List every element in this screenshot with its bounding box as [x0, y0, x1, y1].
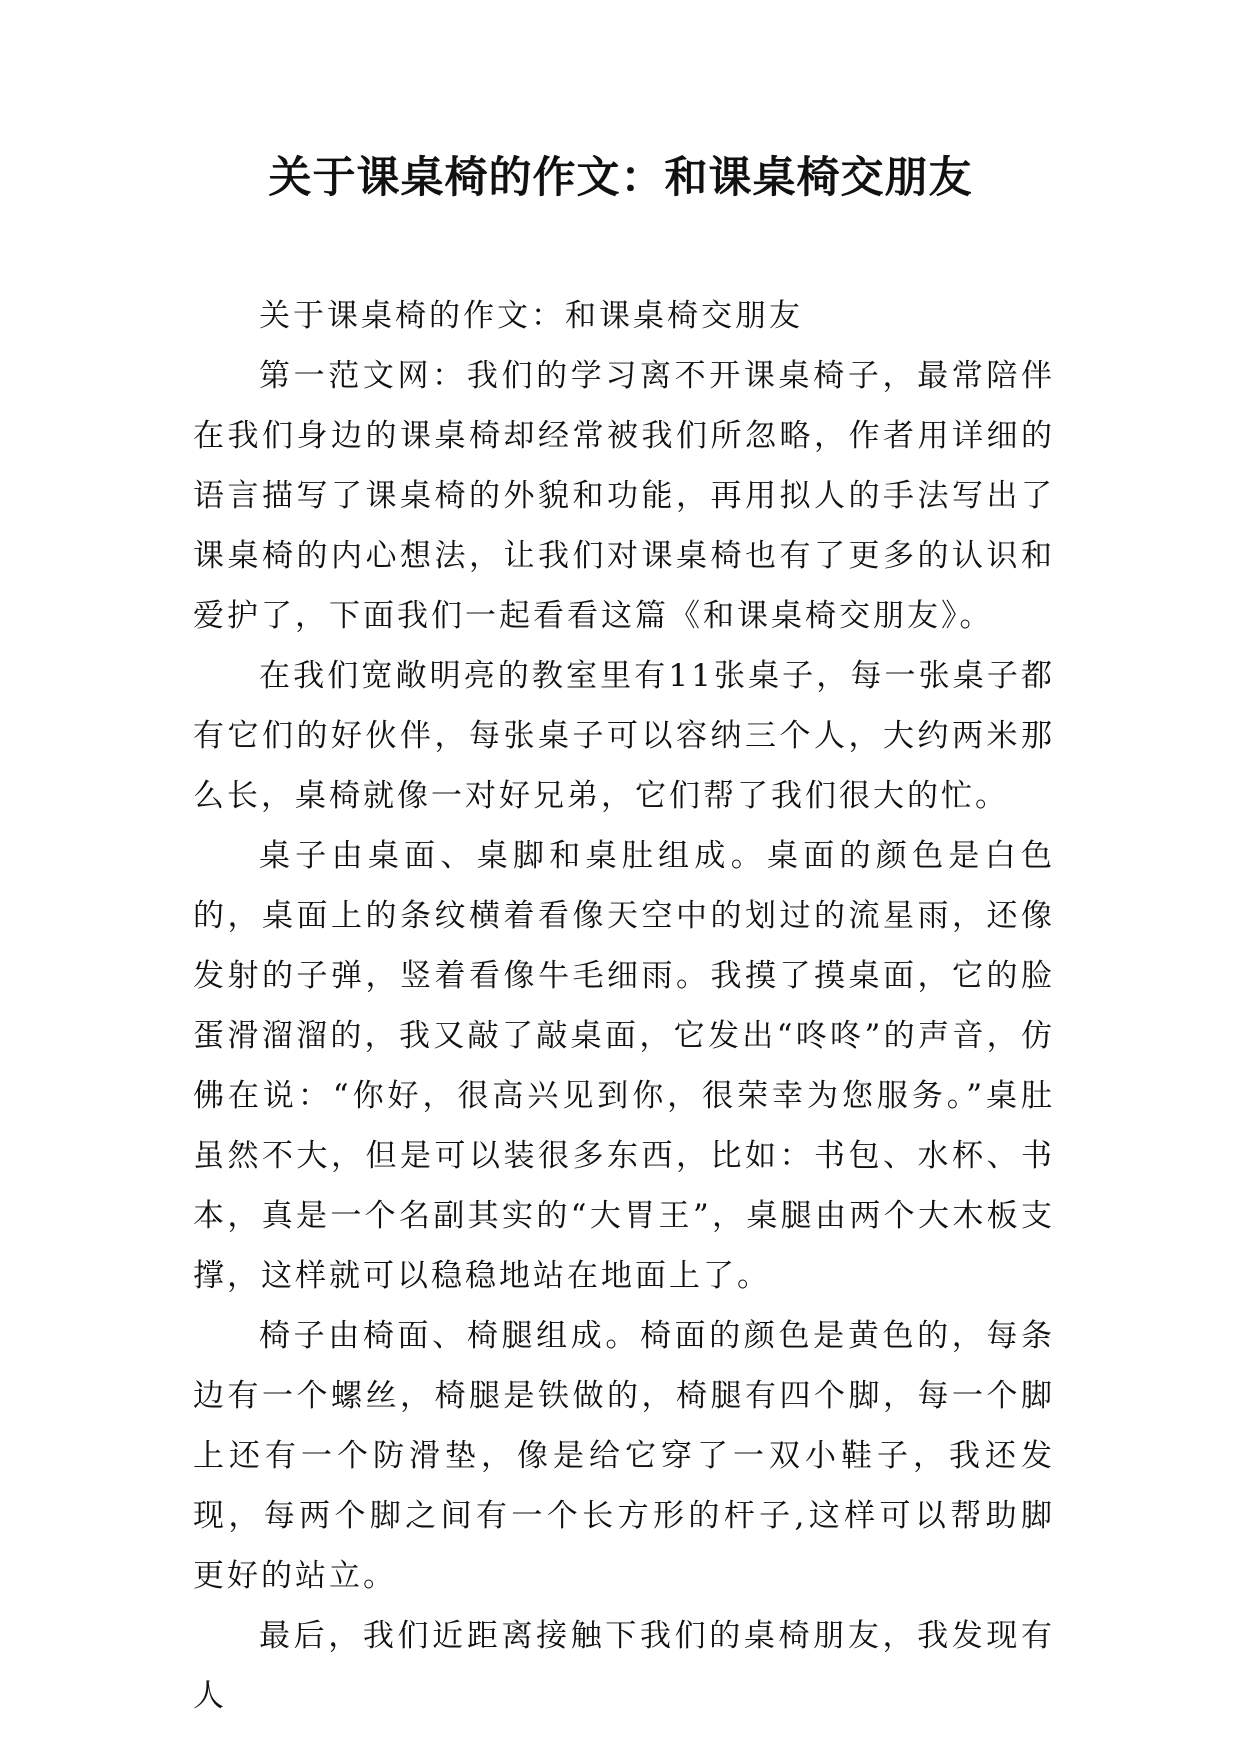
- paragraph-desk: 桌子由桌面、桌脚和桌肚组成。桌面的颜色是白色的，桌面上的条纹横着看像天空中的划过的流星雨，还像发射的子弹，竖着看像牛毛细雨。我摸了摸桌面，它的脸蛋滑溜溜的，我又敲了敲桌面，它发出“咚咚”的声音，仿佛在说：“你好，很高兴见到你，很荣幸为您服务。”桌肚虽然不大，但是可以装很多东西，比如：书包、水杯、书本，真是一个名副其实的“大胃王”，桌腿由两个大木板支撑，这样就可以稳稳地站在地面上了。: [193, 838, 1055, 1294]
- paragraph-chair: 椅子由椅面、椅腿组成。椅面的颜色是黄色的，每条边有一个螺丝，椅腿是铁做的，椅腿有四个脚，每一个脚上还有一个防滑垫，像是给它穿了一双小鞋子，我还发现，每两个脚之间有一个长方形的杆子,这样可以帮助脚更好的站立。: [193, 1318, 1055, 1594]
- paragraph-classroom: 在我们宽敞明亮的教室里有11张桌子，每一张桌子都有它们的好伙伴，每张桌子可以容纳三个人，大约两米那么长，桌椅就像一对好兄弟，它们帮了我们很大的忙。: [193, 658, 1055, 814]
- paragraph-conclusion: 最后，我们近距离接触下我们的桌椅朋友，我发现有人: [193, 1618, 1055, 1714]
- document-body: [193, 286, 1055, 1726]
- paragraph-heading-repeat: 关于课桌椅的作文：和课桌椅交朋友: [259, 298, 803, 334]
- document-title: 关于课桌椅的作文：和课桌椅交朋友: [268, 153, 973, 203]
- paragraph-intro: 第一范文网：我们的学习离不开课桌椅子，最常陪伴在我们身边的课桌椅却经常被我们所忽略，作者用详细的语言描写了课桌椅的外貌和功能，再用拟人的手法写出了课桌椅的内心想法，让我们对课桌椅也有了更多的认识和爱护了，下面我们一起看看这篇《和课桌椅交朋友》。: [193, 358, 1055, 634]
